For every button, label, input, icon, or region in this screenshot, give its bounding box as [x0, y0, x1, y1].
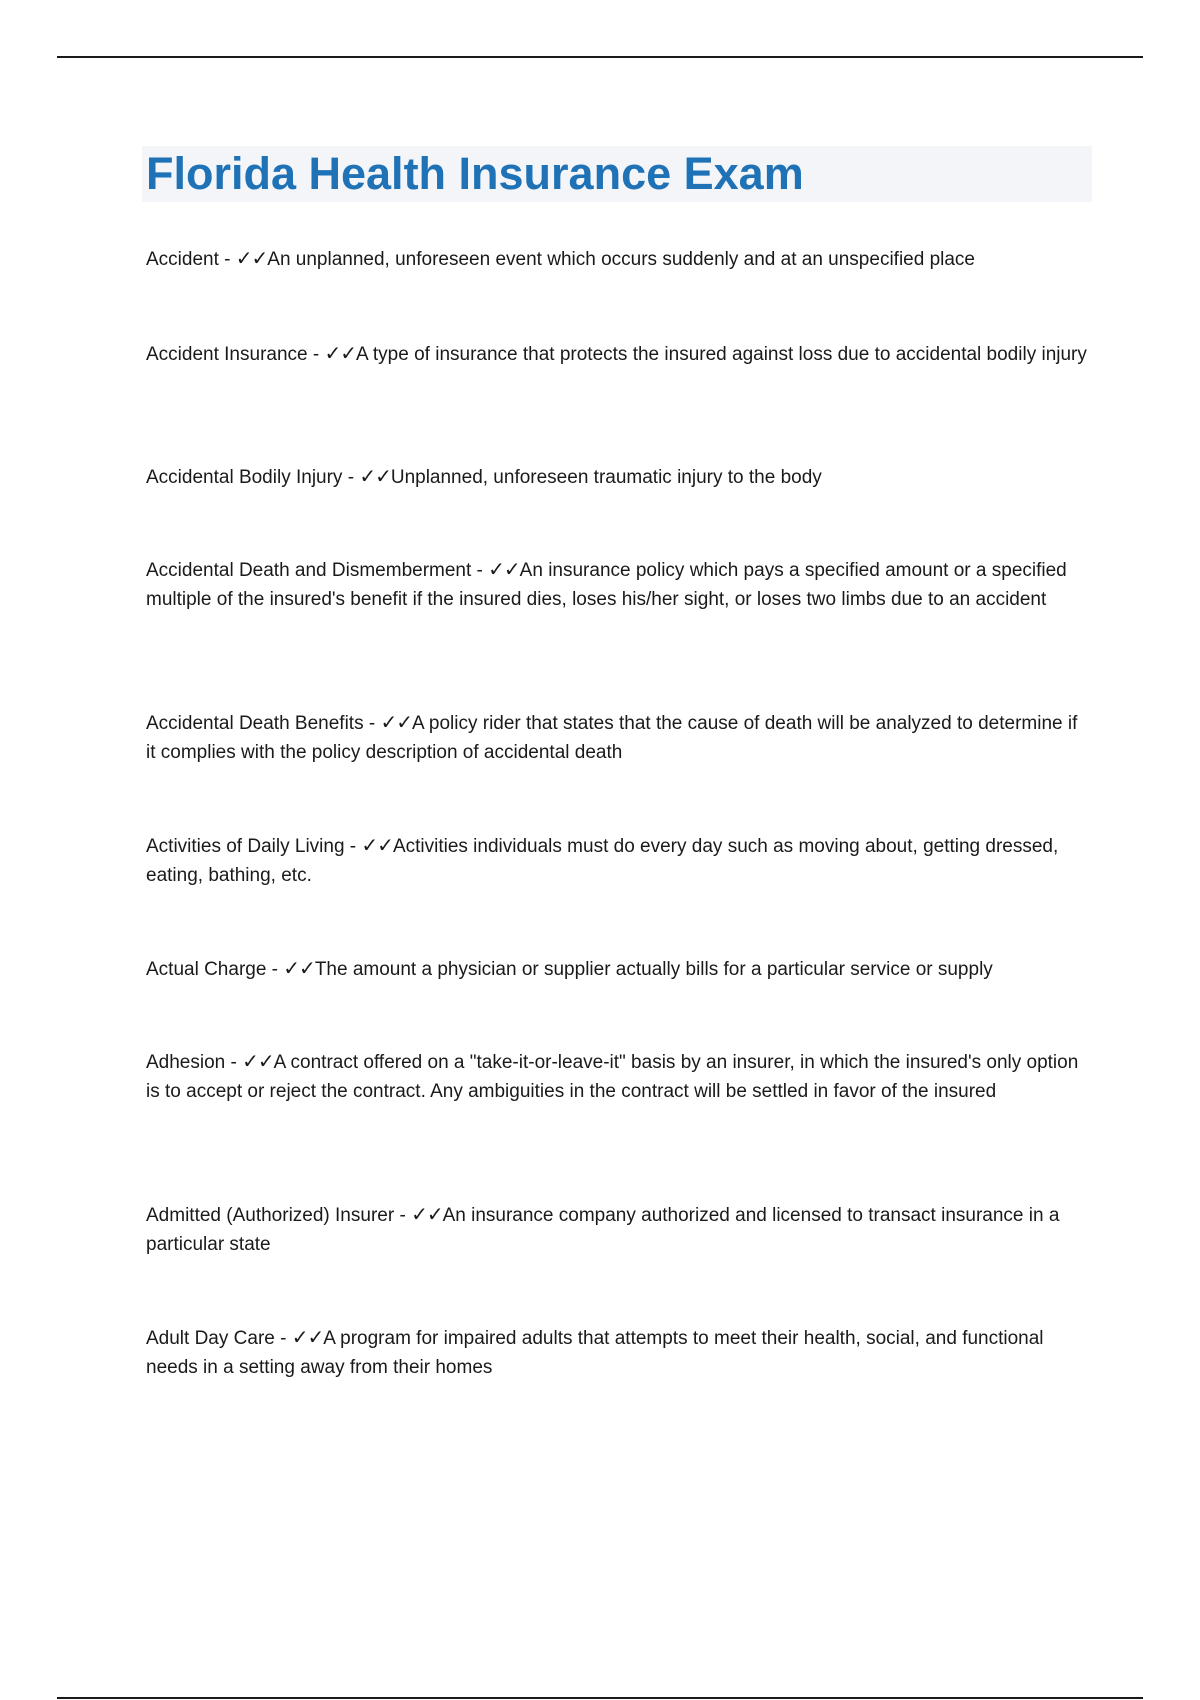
entry-definition: A type of insurance that protects the insured against loss due to accidental bodily injury	[356, 344, 1087, 365]
entry-separator: -	[307, 344, 325, 365]
entry-term: Accidental Death Benefits	[146, 713, 364, 734]
top-rule	[57, 56, 1143, 58]
entry-separator: -	[471, 560, 489, 581]
double-check-icon: ✓✓	[324, 341, 356, 365]
entry-term: Accident Insurance	[146, 344, 308, 365]
double-check-icon: ✓✓	[242, 1049, 274, 1073]
glossary-entry	[146, 1323, 1091, 1382]
entry-separator: -	[225, 1052, 243, 1073]
double-check-icon: ✓✓	[283, 956, 315, 980]
double-check-icon: ✓✓	[235, 246, 268, 270]
entry-term: Adhesion	[146, 1052, 226, 1073]
glossary-entry	[146, 244, 1091, 274]
glossary-entry	[146, 954, 1091, 984]
entry-separator: -	[274, 1328, 292, 1349]
entry-separator: -	[344, 836, 362, 857]
entry-definition: A policy rider that states that the cause of death will be analyzed to determine if it complies with the policy description of accidental death	[146, 713, 1078, 763]
entry-definition: A program for impaired adults that attempts to meet their health, social, and functional needs in a setting away from their homes	[146, 1328, 1044, 1378]
entry-term: Accident	[146, 249, 219, 270]
entry-separator: -	[394, 1205, 412, 1226]
entry-separator: -	[342, 467, 360, 488]
entry-term: Accidental Bodily Injury	[146, 467, 343, 488]
entry-definition: Unplanned, unforeseen traumatic injury to the body	[390, 467, 822, 488]
double-check-icon: ✓✓	[359, 464, 391, 488]
entry-term: Accidental Death and Dismemberment	[146, 560, 472, 581]
double-check-icon: ✓✓	[488, 557, 520, 581]
glossary-entry	[146, 339, 1091, 369]
glossary-entry	[146, 831, 1091, 890]
entry-definition: The amount a physician or supplier actually bills for a particular service or supply	[314, 959, 993, 980]
glossary-entry	[146, 555, 1091, 614]
glossary-entry	[146, 1200, 1091, 1259]
entry-term: Activities of Daily Living	[146, 836, 345, 857]
double-check-icon: ✓✓	[291, 1325, 324, 1349]
glossary-entry	[146, 708, 1091, 767]
glossary-entry	[146, 1047, 1091, 1106]
entry-definition: An insurance company authorized and licensed to transact insurance in a particular state	[146, 1205, 1060, 1255]
entry-definition: An unplanned, unforeseen event which occurs suddenly and at an unspecified place	[267, 249, 975, 270]
page-title: Florida Health Insurance Exam	[146, 148, 804, 199]
entry-term: Admitted (Authorized) Insurer	[146, 1205, 395, 1226]
double-check-icon: ✓✓	[361, 833, 393, 857]
entry-term: Adult Day Care	[146, 1328, 275, 1349]
entry-separator: -	[266, 959, 284, 980]
entry-term: Actual Charge	[146, 959, 267, 980]
entry-separator: -	[218, 249, 236, 270]
bottom-rule	[57, 1697, 1143, 1699]
entry-definition: A contract offered on a "take-it-or-leave-it" basis by an insurer, in which the insured's only option is to accept or reject the contract. Any ambiguities in the contract will be settled in favor of the insured	[146, 1052, 1079, 1102]
entry-separator: -	[363, 713, 381, 734]
entry-definition: An insurance policy which pays a specified amount or a specified multiple of the insured's benefit if the insured dies, loses his/her sight, or loses two limbs due to an accident	[146, 560, 1067, 610]
glossary-entry	[146, 462, 1091, 492]
entry-definition: Activities individuals must do every day such as moving about, getting dressed, eating, bathing, etc.	[146, 836, 1059, 886]
double-check-icon: ✓✓	[411, 1202, 443, 1226]
double-check-icon: ✓✓	[380, 710, 412, 734]
